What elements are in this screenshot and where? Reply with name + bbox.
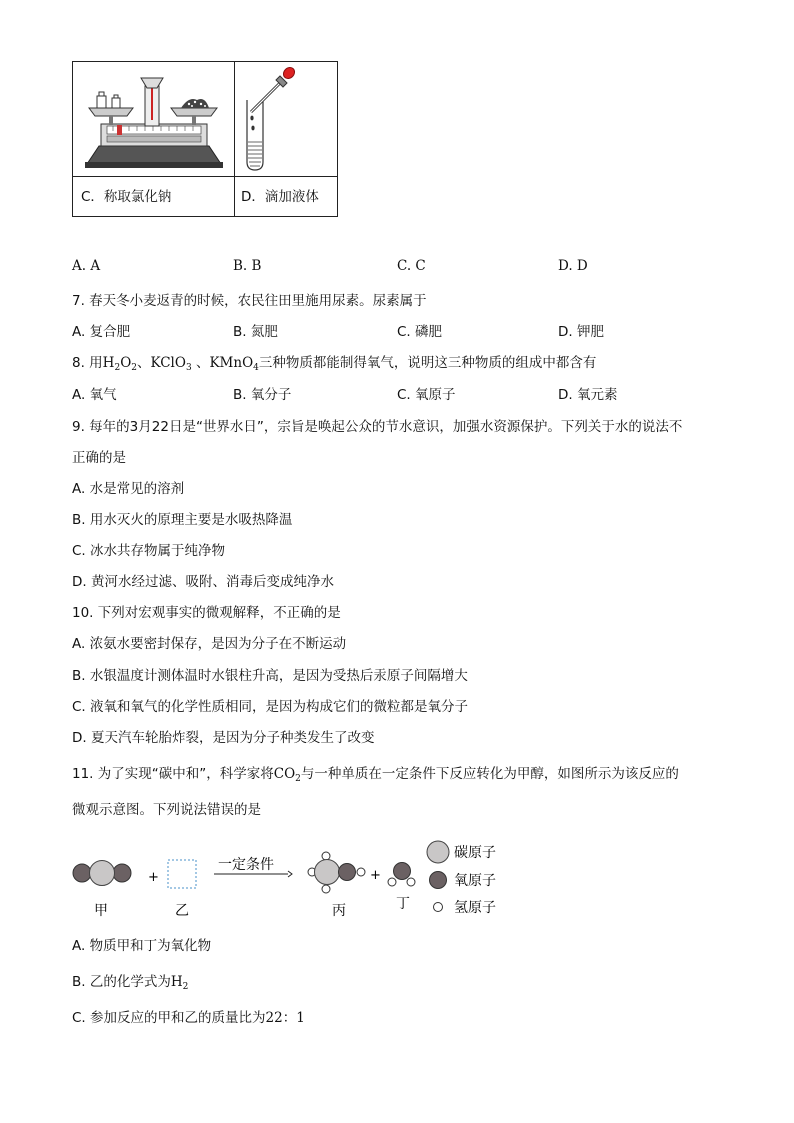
dropper-test-tube-image	[239, 66, 329, 174]
label-jia: 甲	[94, 903, 108, 919]
q9-stem-line2: 正确的是	[72, 450, 126, 466]
q9-option-d: D. 黄河水经过滤、吸附、消毒后变成纯净水	[72, 574, 334, 590]
q11-option-c: C. 参加反应的甲和乙的质量比为22：1	[72, 1010, 305, 1026]
q6-option-c: C. C	[397, 258, 426, 274]
legend-oxygen: 氧原子	[454, 873, 496, 889]
table-divider-vertical	[234, 62, 235, 216]
q7-option-a: A. 复合肥	[72, 324, 131, 340]
q10-option-c: C. 液氧和氧气的化学性质相同，是因为构成它们的微粒都是氧分子	[72, 699, 469, 715]
q9-option-c: C. 冰水共存物属于纯净物	[72, 543, 226, 559]
q7-option-b: B. 氮肥	[233, 324, 278, 340]
table-cell-d: D．滴加液体	[241, 189, 319, 205]
q9-stem-line1: 9. 每年的3月22日是“世界水日”，宗旨是唤起公众的节水意识，加强水资源保护。下列关于水的说法不	[72, 419, 683, 435]
plus-sign-1: +	[148, 870, 159, 885]
legend-hydrogen-swatch	[434, 903, 443, 912]
plus-sign-2: +	[370, 868, 381, 883]
q7-option-c: C. 磷肥	[397, 324, 443, 340]
molecule-ding	[388, 863, 415, 887]
q6-option-a: A. A	[72, 258, 101, 274]
q10-option-a: A. 浓氨水要密封保存，是因为分子在不断运动	[72, 636, 347, 652]
q6-option-b: B. B	[233, 258, 262, 274]
q7-stem: 7. 春天冬小麦返青的时候，农民往田里施用尿素。尿素属于	[72, 293, 427, 309]
label-yi: 乙	[175, 903, 189, 919]
options-table	[72, 61, 338, 217]
molecule-yi-placeholder	[168, 860, 196, 888]
legend-oxygen-swatch	[430, 872, 447, 889]
molecule-jia	[73, 861, 131, 886]
q9-option-b: B. 用水灭火的原理主要是水吸热降温	[72, 512, 293, 528]
reaction-diagram	[66, 838, 526, 920]
q11-stem-line2: 微观示意图。下列说法错误的是	[72, 802, 261, 818]
q8-option-b: B. 氧分子	[233, 387, 292, 403]
q8-stem: 8. 用$H_2O_2$、KClO$_3$ 、KMnO$_4$三种物质都能制得氧气，说明这三种物质的组成中都含有	[72, 355, 597, 373]
legend-hydrogen: 氢原子	[454, 900, 496, 916]
balance-scale-image	[81, 68, 227, 172]
q6-option-d: D. D	[558, 258, 588, 274]
q11-stem-line1: 11. 为了实现“碳中和”，科学家将$CO_2$与一种单质在一定条件下反应转化为甲醇，如图所示为该反应的	[72, 766, 679, 784]
q8-option-a: A. 氧气	[72, 387, 117, 403]
q10-option-b: B. 水银温度计测体温时水银柱升高，是因为受热后汞原子间隔增大	[72, 668, 468, 684]
label-bing: 丙	[332, 903, 346, 919]
q9-option-a: A. 水是常见的溶剂	[72, 481, 185, 497]
q11-option-a: A. 物质甲和丁为氧化物	[72, 938, 212, 954]
molecule-bing	[308, 852, 365, 893]
legend-carbon: 碳原子	[454, 845, 496, 861]
q8-option-c: C. 氧原子	[397, 387, 456, 403]
table-cell-c: C．称取氯化钠	[81, 189, 172, 205]
q8-option-d: D. 氧元素	[558, 387, 618, 403]
legend-carbon-swatch	[427, 841, 449, 863]
q10-option-d: D. 夏天汽车轮胎炸裂，是因为分子种类发生了改变	[72, 730, 375, 746]
q11-option-b: B. 乙的化学式为$H_2$	[72, 974, 189, 992]
q7-option-d: D. 钾肥	[558, 324, 604, 340]
label-ding: 丁	[396, 896, 410, 912]
q10-stem: 10. 下列对宏观事实的微观解释，不正确的是	[72, 605, 341, 621]
table-divider-horizontal	[73, 176, 337, 177]
reaction-condition: 一定条件	[218, 857, 274, 873]
